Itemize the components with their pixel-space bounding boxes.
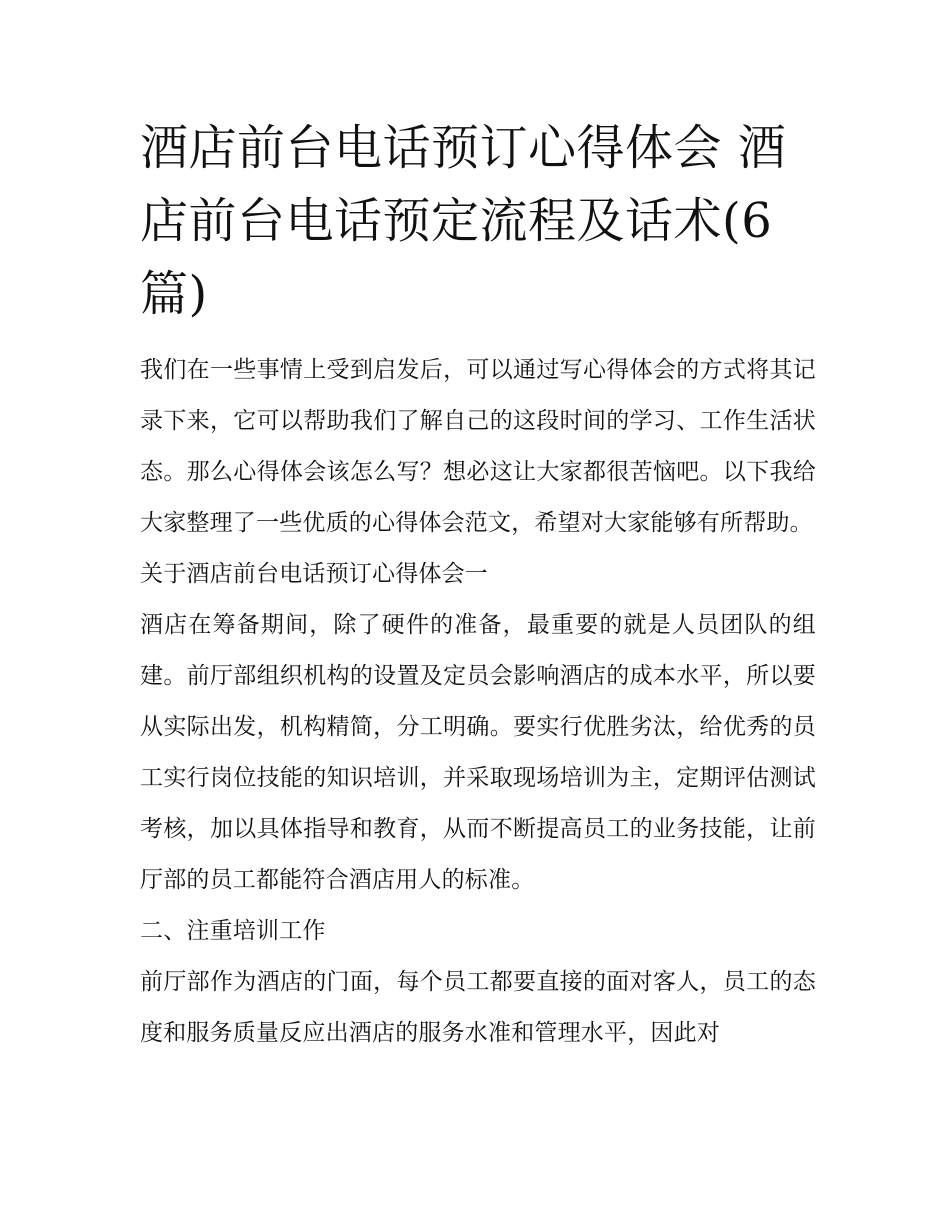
intro-paragraph: 我们在一些事情上受到启发后，可以通过写心得体会的方式将其记录下来，它可以帮助我们了解自己的这段时间的学习、工作生活状态。那么心得体会该怎么写？想必这让大家都很苦恼吧。以下我给大家整理了一些优质的心得体会范文，希望对大家能够有所帮助。 <box>140 357 816 536</box>
section-heading-two: 二、注重培训工作 <box>140 918 326 944</box>
document-title: 酒店前台电话预订心得体会 酒店前台电话预定流程及话术(6篇) <box>140 120 787 322</box>
body-paragraph: 酒店在筹备期间，除了硬件的准备，最重要的就是人员团队的组建。前厅部组织机构的设置及定员会影响酒店的成本水平，所以要从实际出发，机构精简，分工明确。要实行优胜劣汰，给优秀的员工实行岗位技能的知识培训，并采取现场培训为主，定期评估测试考核，加以具体指导和教育，从而不断提高员工的业务技能，让前厅部的员工都能符合酒店用人的标准。 <box>140 612 816 893</box>
document-content <box>140 112 816 1059</box>
body-paragraph-continued: 前厅部作为酒店的门面，每个员工都要直接的面对客人，员工的态度和服务质量反应出酒店的服务水准和管理水平，因此对 <box>140 969 816 1046</box>
section-heading-one: 关于酒店前台电话预订心得体会一 <box>140 561 488 587</box>
